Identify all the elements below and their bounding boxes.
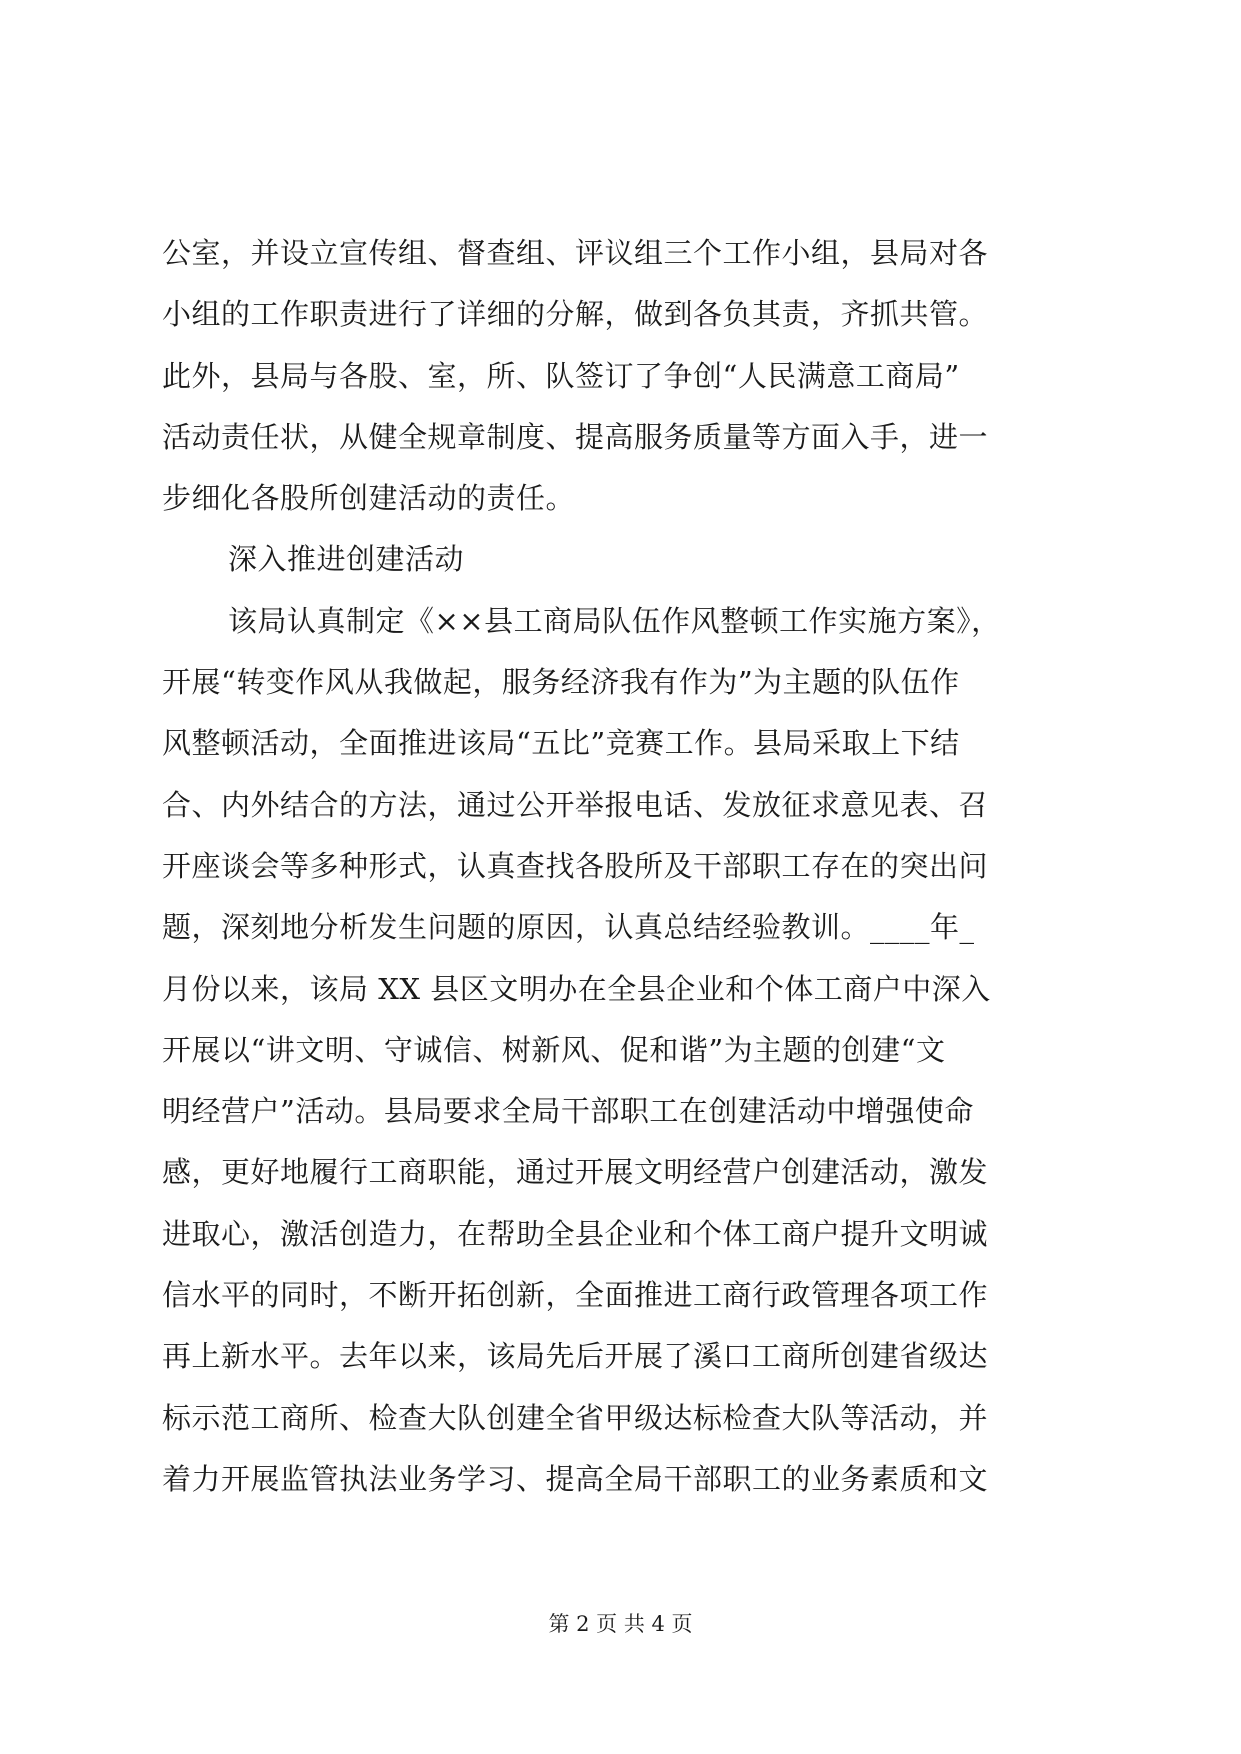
text-line: 步细化各股所创建活动的责任。 (162, 481, 576, 516)
text-line: 此外，县局与各股、室，所、队签订了争创“人民满意工商局” (162, 358, 960, 393)
text-line: 感，更好地履行工商职能，通过开展文明经营户创建活动，激发 (162, 1155, 989, 1190)
text-line: 标示范工商所、检查大队创建全省甲级达标检查大队等活动，并 (162, 1400, 989, 1435)
text-line: 开展“转变作风从我做起，服务经济我有作为”为主题的队伍作 (162, 665, 960, 700)
text-line: 公室，并设立宣传组、督查组、评议组三个工作小组，县局对各 (162, 236, 989, 270)
document-body (162, 223, 1082, 1510)
text-line: 题，深刻地分析发生问题的原因，认真总结经验教训。____年_ (162, 910, 975, 945)
page-footer: 第 2 页 共 4 页 (548, 1612, 693, 1636)
text-line: 进取心，激活创造力，在帮助全县企业和个体工商户提升文明诚 (162, 1216, 989, 1251)
text-line: 开展以“讲文明、守诚信、树新风、促和谐”为主题的创建“文 (162, 1032, 946, 1067)
text-line: 月份以来，该局 XX 县区文明办在全县企业和个体工商户中深入 (162, 971, 991, 1006)
text-line: 着力开展监管执法业务学习、提高全局干部职工的业务素质和文 (162, 1461, 989, 1496)
text-line: 再上新水平。去年以来，该局先后开展了溪口工商所创建省级达 (162, 1339, 989, 1374)
text-line: 小组的工作职责进行了详细的分解，做到各负其责，齐抓共管。 (162, 297, 989, 332)
text-line: 信水平的同时，不断开拓创新，全面推进工商行政管理各项工作 (162, 1278, 989, 1313)
text-line: 合、内外结合的方法，通过公开举报电话、发放征求意见表、召 (162, 787, 989, 822)
text-line: 活动责任状，从健全规章制度、提高服务质量等方面入手，进一 (162, 419, 989, 454)
text-line: 该局认真制定《××县工商局队伍作风整顿工作实施方案》， (228, 603, 1001, 638)
text-line: 明经营户”活动。县局要求全局干部职工在创建活动中增强使命 (162, 1094, 974, 1129)
text-line: 开座谈会等多种形式，认真查找各股所及干部职工存在的突出问 (162, 848, 989, 883)
text-line: 风整顿活动，全面推进该局“五比”竞赛工作。县局采取上下结 (162, 726, 960, 761)
text-line: 深入推进创建活动 (228, 542, 465, 577)
